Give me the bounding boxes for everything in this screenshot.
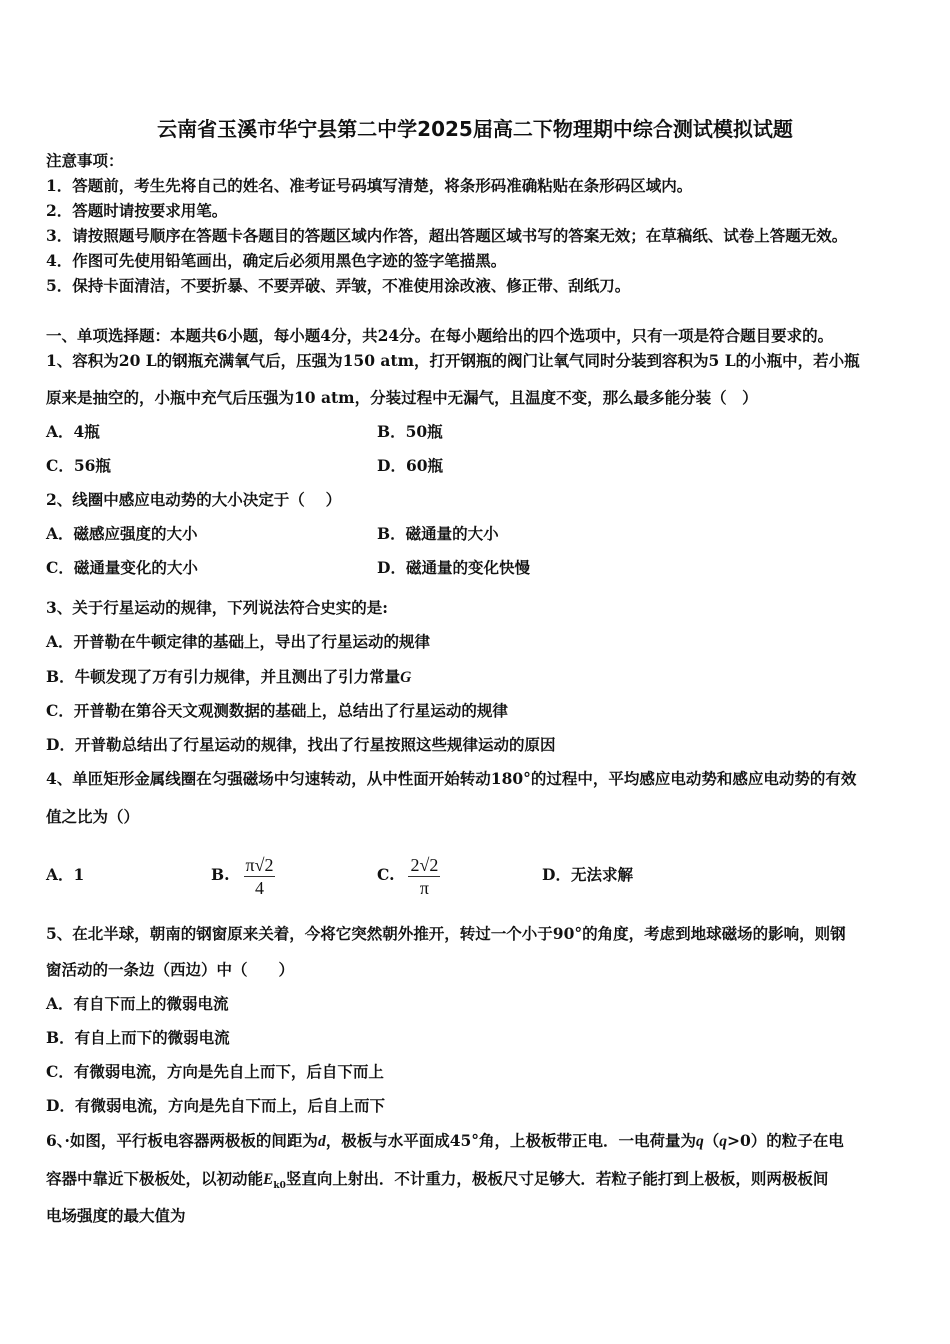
option-label: B. [211,865,230,884]
q5-option-b: B．有自上而下的微弱电流 [46,1028,230,1047]
q2-option-a: A．磁感应强度的大小 [46,524,198,543]
notice-item: 3．请按照题号顺序在答题卡各题目的答题区域内作答，超出答题区域书写的答案无效；在草稿纸、试卷上答题无效。 [46,226,848,245]
var-d: d [317,1133,326,1150]
notice-heading: 注意事项： [46,151,124,170]
q3-option-b [46,667,411,688]
q3-option-d: D．开普勒总结出了行星运动的规律，找出了行星按照这些规律运动的原因 [46,735,556,754]
subscript: k0 [273,1181,286,1192]
denominator: 4 [254,877,264,898]
text: ，极板与水平面成45°角，上极板带正电．一电荷量为 [325,1131,697,1150]
q2-stem: 2、线圈中感应电动势的大小决定于（ ） [46,490,342,509]
q4-option-d: D．无法求解 [542,865,633,884]
q3-var-g: G [400,669,412,686]
notice-item: 1．答题前，考生先将自己的姓名、准考证号码填写清楚，将条形码准确粘贴在条形码区域内。 [46,176,693,195]
q6-stem [46,1169,828,1196]
q1-stem: 原来是抽空的，小瓶中充气后压强为10 atm，分装过程中无漏气，且温度不变，那么最多能分装（ ） [46,388,758,407]
q1-option-d: D．60瓶 [377,456,444,475]
q5-stem: 5、在北半球，朝南的钢窗原来关着，今将它突然朝外推开，转过一个小于90°的角度，考虑到地球磁场的影响，则钢 [46,924,846,943]
q4-option-a: A．1 [46,865,85,884]
q5-option-d: D．有微弱电流，方向是先自下而上，后自上而下 [46,1096,385,1115]
option-label: C. [377,865,395,884]
q2-option-c: C．磁通量变化的大小 [46,558,198,577]
q1-option-a: A．4瓶 [46,422,100,441]
var-e: E [263,1171,274,1188]
text: 竖直向上射出．不计重力，极板尺寸足够大．若粒子能打到上极板，则两极板间 [285,1169,829,1188]
denominator: π [419,877,429,898]
q3-option-b-text: B．牛顿发现了万有引力规律，并且测出了引力常量 [46,667,401,686]
q2-option-d: D．磁通量的变化快慢 [377,558,530,577]
q4-stem: 4、单匝矩形金属线圈在匀强磁场中匀速转动，从中性面开始转动180°的过程中，平均感应电动势和感应电动势的有效 [46,769,857,788]
page-title: 云南省玉溪市华宁县第二中学2025届高二下物理期中综合测试模拟试题 [157,117,793,141]
fraction [408,854,440,899]
q2-option-b: B．磁通量的大小 [377,524,499,543]
notice-item: 5．保持卡面清洁，不要折暴、不要弄破、弄皱，不准使用涂改液、修正带、刮纸刀。 [46,276,631,295]
text: >0）的粒子在电 [727,1131,844,1150]
fraction [244,854,276,899]
text: （ [703,1131,720,1150]
numerator: 2√2 [410,854,439,875]
notice-item: 2．答题时请按要求用笔。 [46,201,228,220]
q1-option-b: B．50瓶 [377,422,443,441]
q3-option-c: C．开普勒在第谷天文观测数据的基础上，总结出了行星运动的规律 [46,701,508,720]
q1-stem: 1、容积为20 L的钢瓶充满氧气后，压强为150 atm，打开钢瓶的阀门让氧气同时分装到容积为5 L的小瓶中，若小瓶 [46,351,860,370]
numerator: π√2 [245,854,274,875]
q6-stem: 电场强度的最大值为 [46,1206,186,1225]
q3-option-a: A．开普勒在牛顿定律的基础上，导出了行星运动的规律 [46,632,431,651]
notice-item: 4．作图可先使用铅笔画出，确定后必须用黑色字迹的签字笔描黑。 [46,251,507,270]
q4-option-b [211,842,275,908]
var-q: q [719,1133,728,1150]
text: 6、·如图，平行板电容器两极板的间距为 [46,1131,318,1150]
q4-stem: 值之比为（） [46,807,140,826]
text: 容器中靠近下极板处，以初动能 [46,1169,264,1188]
q6-stem [46,1131,844,1152]
q1-option-c: C．56瓶 [46,456,111,475]
var-q: q [696,1133,704,1150]
q5-stem: 窗活动的一条边（西边）中（ ） [46,960,295,979]
q4-option-c [377,842,440,908]
q5-option-a: A．有自下而上的微弱电流 [46,994,229,1013]
q3-stem: 3、关于行星运动的规律，下列说法符合史实的是: [46,598,389,617]
q5-option-c: C．有微弱电流，方向是先自上而下，后自下而上 [46,1062,384,1081]
section-heading: 一、单项选择题：本题共6小题，每小题4分，共24分。在每小题给出的四个选项中，只有一项是符合题目要求的。 [46,326,834,345]
